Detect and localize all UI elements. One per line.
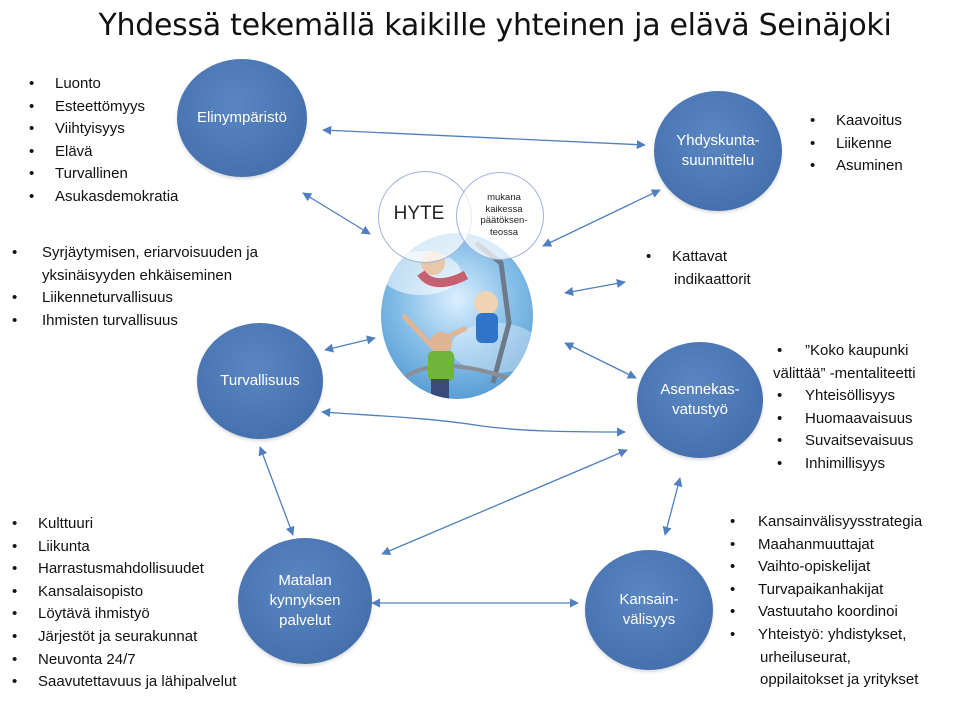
arrow-asenne-kansain	[665, 478, 680, 535]
list-item: • Luonto	[25, 73, 178, 96]
list-item: • Löytävä ihmistyö	[8, 603, 236, 626]
node-yhdyskunta-label: Yhdyskunta- suunnittelu	[676, 132, 760, 169]
list-item: • Inhimillisyys	[773, 453, 916, 476]
list-item: • Syrjäytymisen, eriarvoisuuden ja	[8, 242, 258, 265]
node-asennekasvatus-label: Asennekas- vatustyö	[660, 381, 740, 418]
list-item: • Esteettömyys	[25, 96, 178, 119]
node-elinymparisto-label: Elinympäristö	[196, 109, 288, 126]
list-item: • Harrastusmahdollisuudet	[8, 558, 236, 581]
list-kansainvalisyys	[726, 511, 922, 692]
hyte-label: HYTE	[393, 203, 445, 224]
list-item: yksinäisyyden ehkäiseminen	[42, 266, 233, 284]
list-item: • Huomaavaisuus	[773, 408, 916, 431]
list-item: oppilaitokset ja yritykset	[760, 671, 919, 689]
node-matalan-label: Matalan kynnyksen palvelut	[269, 572, 341, 629]
list-matalan	[8, 513, 236, 694]
list-item: • Asukasdemokratia	[25, 186, 178, 209]
arrow-yhdys-center	[543, 190, 660, 246]
list-item: • Liikenne	[806, 133, 903, 156]
list-item: • Liikenneturvallisuus	[8, 287, 258, 310]
list-item: • Viihtyisyys	[25, 118, 178, 141]
arrow-elin-center	[303, 193, 370, 234]
arrow-center-asenne	[565, 343, 636, 378]
list-item: urheiluseurat,	[760, 648, 851, 666]
list-item: • Yhteisöllisyys	[773, 385, 916, 408]
node-matalan-kynnyksen-palvelut	[238, 538, 372, 664]
list-yhdyskunta	[806, 110, 903, 178]
list-kattavat	[642, 246, 751, 291]
list-item: • Kaavoitus	[806, 110, 903, 133]
node-kansainvalisyys-label: Kansain- välisyys	[619, 591, 679, 628]
arrow-matalan-asenne	[382, 450, 627, 554]
list-item: • Saavutettavuus ja lähipalvelut	[8, 671, 236, 694]
arrow-turva-asenne	[322, 412, 625, 432]
list-item: • Kansainvälisyysstrategia	[726, 511, 922, 534]
node-elinymparisto	[177, 59, 307, 177]
mukana-label: mukana kaikessa päätöksen- teossa	[480, 192, 528, 238]
arrow-center-turva	[325, 338, 375, 350]
list-item: • Liikunta	[8, 536, 236, 559]
list-item: • Turvapaikanhakijat	[726, 579, 922, 602]
list-elinymparisto	[25, 73, 178, 209]
arrow-elin-yhdys	[323, 130, 645, 145]
list-item: • Turvallinen	[25, 163, 178, 186]
list-item: • Elävä	[25, 141, 178, 164]
arrow-turva-matalan	[260, 447, 293, 535]
list-item: • Ihmisten turvallisuus	[8, 310, 258, 333]
list-item: • Suvaitsevaisuus	[773, 430, 916, 453]
node-asennekasvatustyo	[637, 342, 763, 458]
list-asennekasvatus	[773, 340, 916, 476]
list-item: • Kulttuuri	[8, 513, 236, 536]
node-kansainvalisyys	[585, 550, 713, 670]
list-item: • Yhteistyö: yhdistykset,	[726, 624, 922, 647]
node-yhdyskuntasuunnittelu	[654, 91, 782, 211]
list-item: välittää” -mentaliteetti	[773, 364, 916, 382]
node-turvallisuus	[197, 323, 323, 439]
list-item: • Vaihto-opiskelijat	[726, 556, 922, 579]
list-turvallisuus	[8, 242, 258, 332]
list-item: indikaattorit	[674, 270, 751, 288]
list-item: • ”Koko kaupunki	[773, 340, 916, 363]
list-item: • Vastuutaho koordinoi	[726, 601, 922, 624]
page-title: Yhdessä tekemällä kaikille yhteinen ja elävä Seinäjoki	[98, 8, 892, 43]
list-item: • Maahanmuuttajat	[726, 534, 922, 557]
node-turvallisuus-label: Turvallisuus	[220, 372, 300, 389]
list-item: • Neuvonta 24/7	[8, 649, 236, 672]
arrow-kattavat-center	[565, 282, 625, 293]
list-item: • Asuminen	[806, 155, 903, 178]
list-item: • Kansalaisopisto	[8, 581, 236, 604]
list-item: • Järjestöt ja seurakunnat	[8, 626, 236, 649]
list-item: • Kattavat	[642, 246, 751, 269]
